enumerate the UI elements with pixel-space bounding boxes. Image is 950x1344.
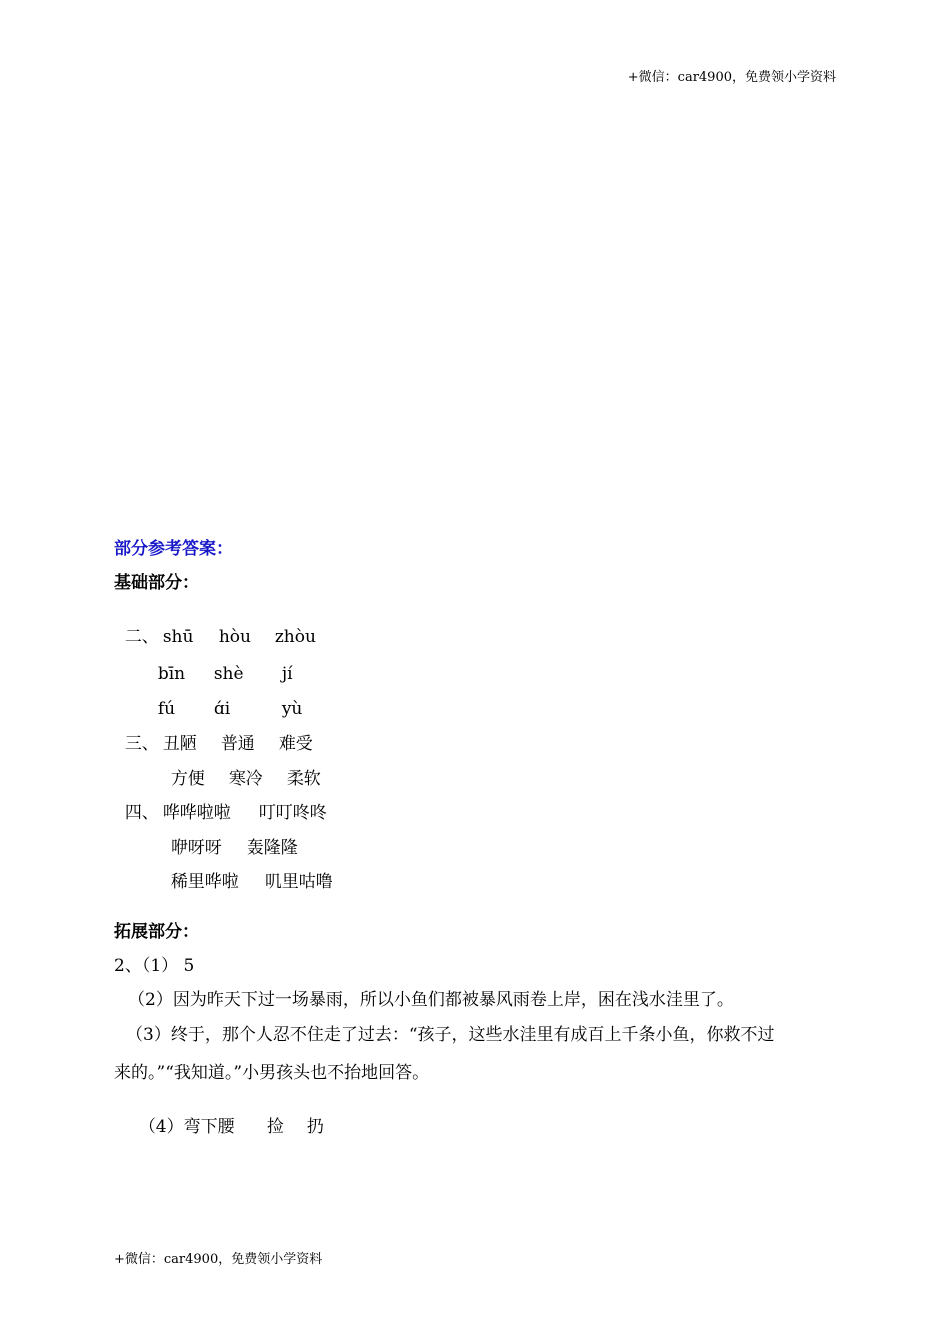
q2-row-1 (114, 607, 316, 647)
pinyin-item: shè (213, 664, 244, 684)
word-item: 难受 (278, 734, 313, 754)
answer-item: 捡 (266, 1117, 284, 1137)
word-item: 叽里咕噜 (264, 872, 333, 892)
basic-section-title: 基础部分： (114, 573, 199, 593)
answer-2-3-line-1: （3）终于，那个人忍不住走了过去：“孩子，这些水洼里有成百上千条小鱼，你救不过 (126, 1025, 775, 1045)
q3-number: 三、 (124, 734, 159, 754)
answer-item: 扔 (306, 1117, 324, 1137)
page-footer: +微信：car4900，免费领小学资料 (114, 1252, 323, 1267)
extend-section-title: 拓展部分： (114, 922, 199, 942)
q2-row-3 (147, 679, 302, 719)
page-header: +微信：car4900，免费领小学资料 (627, 70, 836, 85)
answer-item: （4）弯下腰 (138, 1117, 235, 1137)
pinyin-item: shū (162, 627, 194, 647)
pinyin-item: fú (157, 699, 176, 719)
q4-number: 四、 (124, 803, 159, 823)
q2-row-2 (147, 644, 293, 684)
pinyin-item: hòu (218, 627, 251, 647)
word-item: 寒冷 (228, 769, 263, 789)
word-item: 叮叮咚咚 (258, 803, 327, 823)
pinyin-item: ɑ́i (213, 699, 231, 719)
answer-2-1: 2、（1） 5 (114, 956, 195, 976)
word-item: 轰隆隆 (246, 838, 298, 858)
answer-2-3-line-2: 来的。”“我知道。”小男孩头也不抬地回答。 (114, 1063, 430, 1083)
pinyin-item: yù (281, 699, 303, 719)
answers-title: 部分参考答案： (114, 539, 233, 559)
word-item: 稀里哗啦 (170, 872, 239, 892)
answer-2-4 (128, 1097, 324, 1137)
pinyin-item: bīn (157, 664, 186, 684)
word-item: 柔软 (286, 769, 321, 789)
word-item: 哗哗啦啦 (162, 803, 231, 823)
word-item: 咿呀呀 (170, 838, 222, 858)
answer-2-2: （2）因为昨天下过一场暴雨，所以小鱼们都被暴风雨卷上岸，困在浅水洼里了。 (128, 990, 734, 1010)
pinyin-item: zhòu (274, 627, 316, 647)
word-item: 丑陋 (162, 734, 197, 754)
q2-number: 二、 (124, 627, 159, 647)
word-item: 方便 (170, 769, 205, 789)
q4-row-1 (114, 783, 327, 823)
word-item: 普通 (220, 734, 255, 754)
q4-row-3 (160, 852, 333, 892)
pinyin-item: jí (281, 664, 293, 684)
q3-row-1 (114, 714, 313, 754)
